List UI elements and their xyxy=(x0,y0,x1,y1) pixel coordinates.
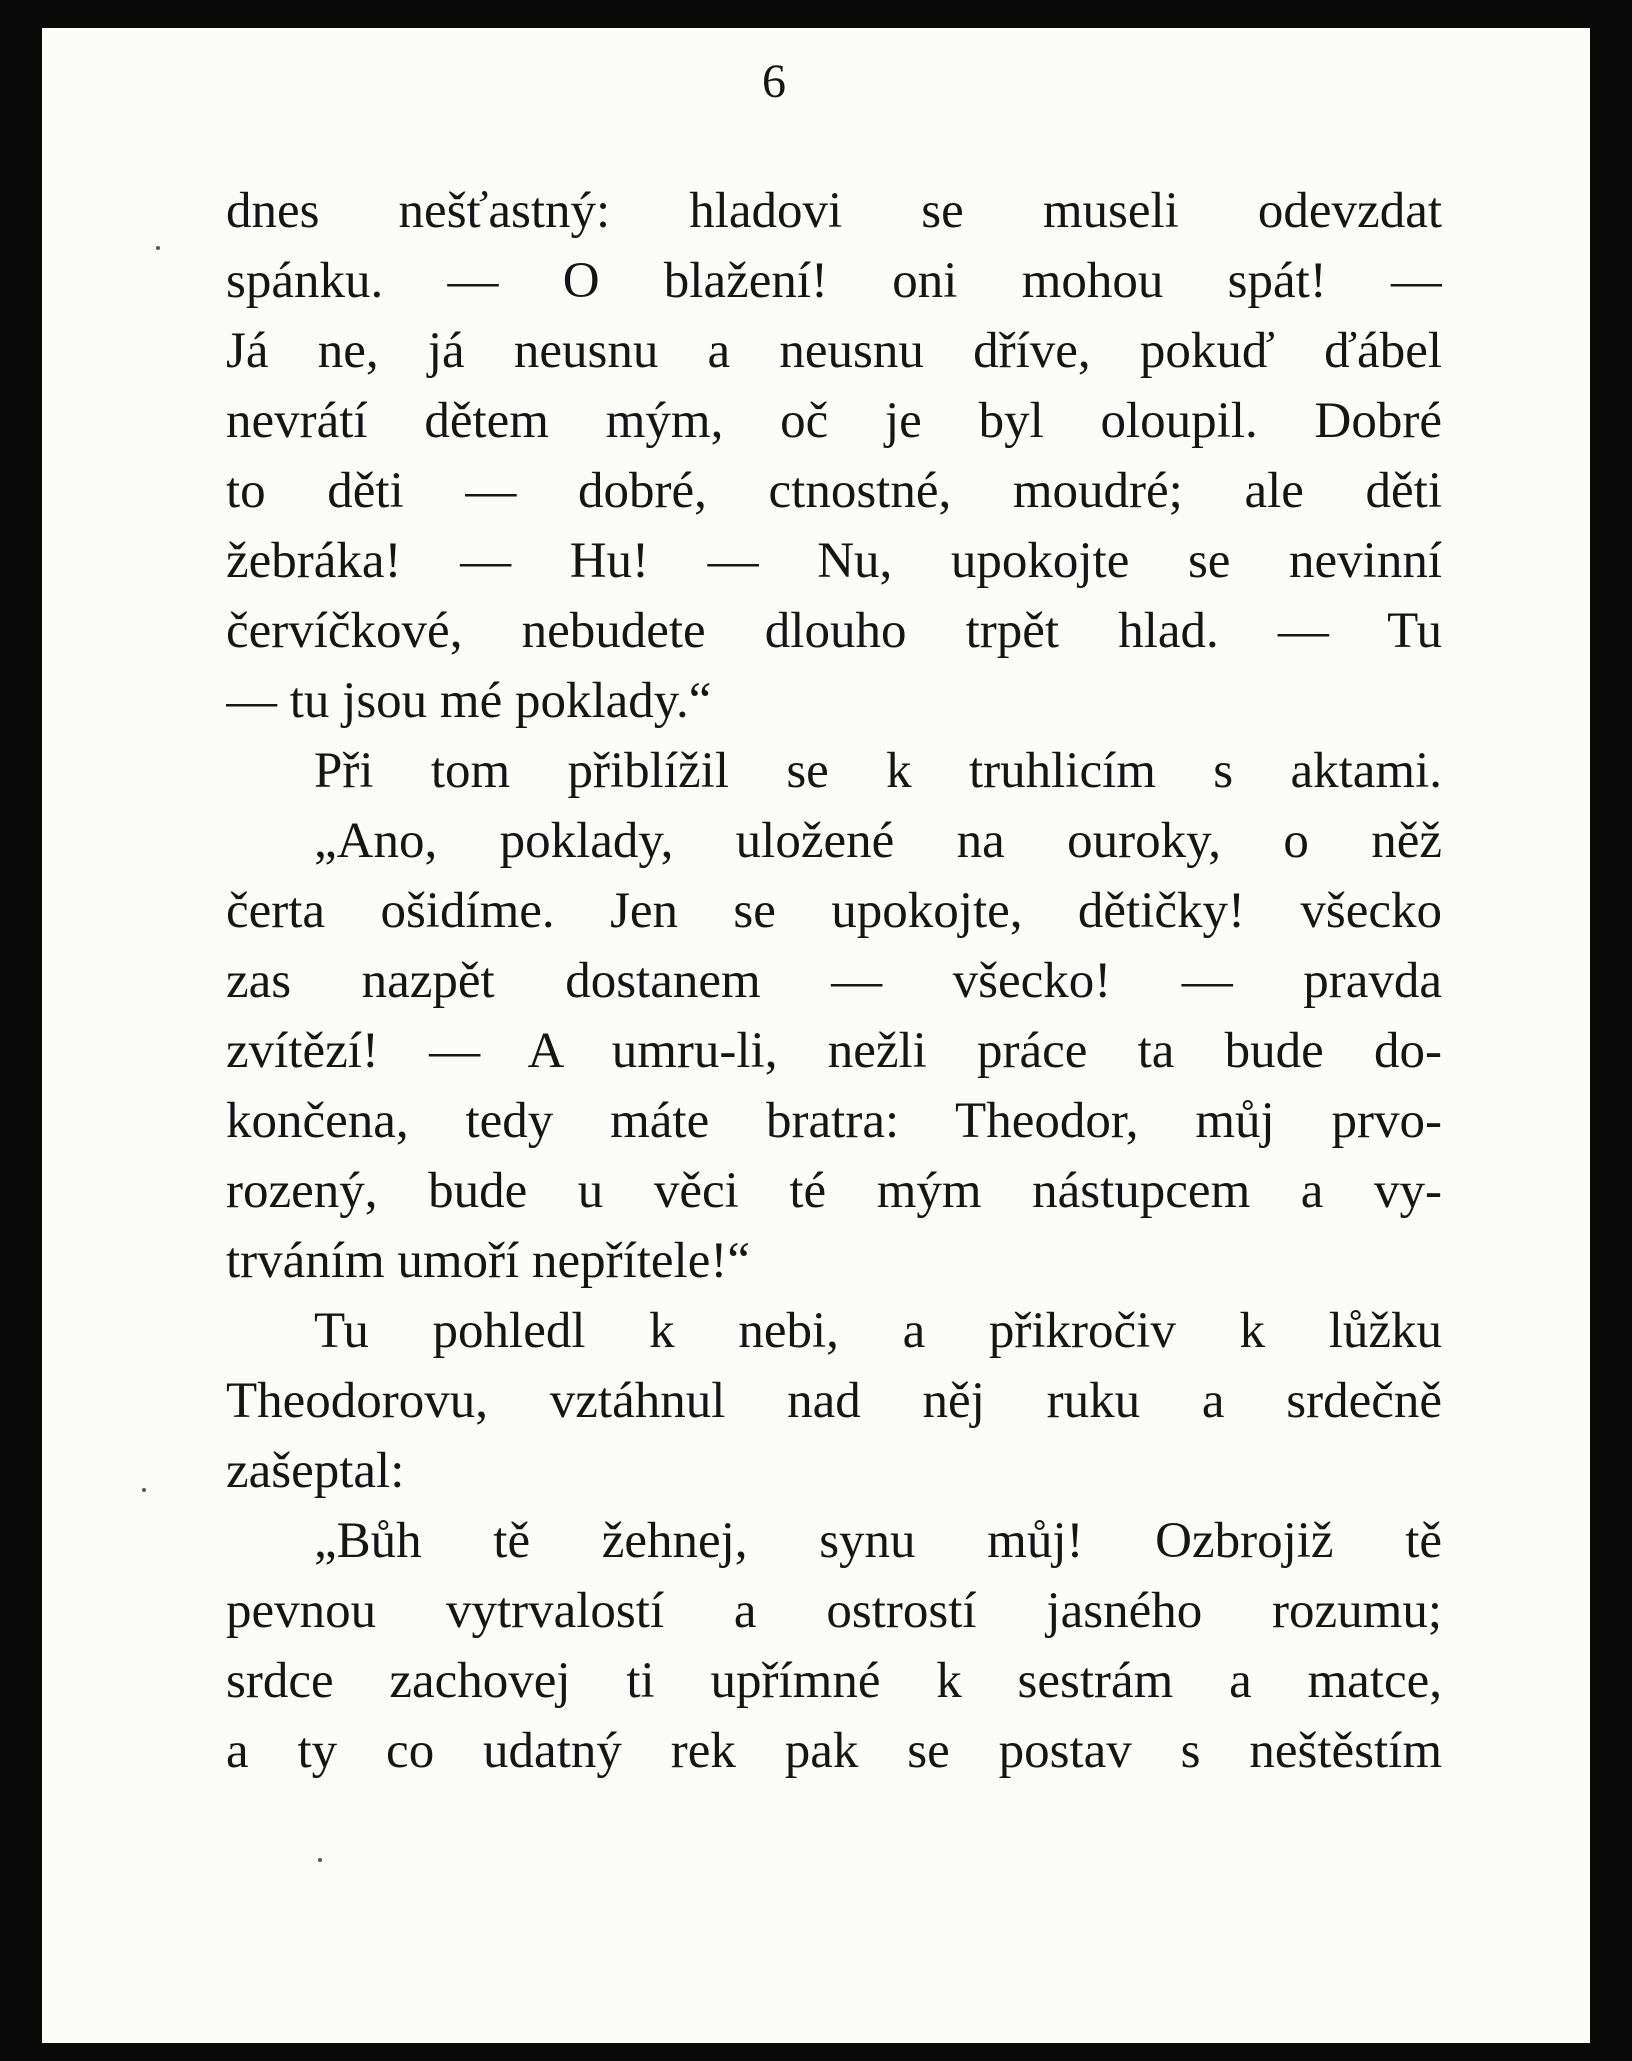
text-line: zvítězí! — A umru-li, nežli práce ta bude do- xyxy=(226,1023,1442,1079)
text-line: dnes nešťastný: hladovi se museli odevzdat xyxy=(226,183,1442,239)
text-line: pevnou vytrvalostí a ostrostí jasného rozumu; xyxy=(226,1583,1442,1639)
print-speck xyxy=(156,246,160,250)
text-line: zašeptal: xyxy=(226,1443,405,1499)
text-line: nevrátí dětem mým, oč je byl oloupil. Dobré xyxy=(226,393,1442,449)
text-line: zas nazpět dostanem — všecko! — pravda xyxy=(226,953,1442,1009)
text-line: trváním umoří nepřítele!“ xyxy=(226,1233,750,1289)
text-line: „Ano, poklady, uložené na ouroky, o něž xyxy=(314,813,1442,869)
text-line: a ty co udatný rek pak se postav s neštěstím xyxy=(226,1723,1442,1779)
text-line: žebráka! — Hu! — Nu, upokojte se nevinní xyxy=(226,533,1442,589)
page-number: 6 xyxy=(762,55,786,108)
text-line: Při tom přiblížil se k truhlicím s aktami. xyxy=(314,743,1442,799)
text-line: červíčkové, nebudete dlouho trpět hlad. — Tu xyxy=(226,603,1442,659)
text-line: rozený, bude u věci té mým nástupcem a vy- xyxy=(226,1163,1442,1219)
text-line: „Bůh tě žehnej, synu můj! Ozbrojiž tě xyxy=(314,1513,1442,1569)
text-line: to děti — dobré, ctnostné, moudré; ale děti xyxy=(226,463,1442,519)
text-line: čerta ošidíme. Jen se upokojte, dětičky! všecko xyxy=(226,883,1442,939)
text-line: Theodorovu, vztáhnul nad něj ruku a srdečně xyxy=(226,1373,1442,1429)
text-line: končena, tedy máte bratra: Theodor, můj prvo- xyxy=(226,1093,1442,1149)
text-line: spánku. — O blažení! oni mohou spát! — xyxy=(226,253,1442,309)
body-text xyxy=(226,176,1442,1786)
text-line: — tu jsou mé poklady.“ xyxy=(226,673,712,729)
text-line: Tu pohledl k nebi, a přikročiv k lůžku xyxy=(314,1303,1442,1359)
print-speck xyxy=(142,1488,146,1492)
print-speck xyxy=(318,1858,322,1862)
text-line: Já ne, já neusnu a neusnu dříve, pokuď ďábel xyxy=(226,323,1442,379)
text-line: srdce zachovej ti upřímné k sestrám a matce, xyxy=(226,1653,1442,1709)
